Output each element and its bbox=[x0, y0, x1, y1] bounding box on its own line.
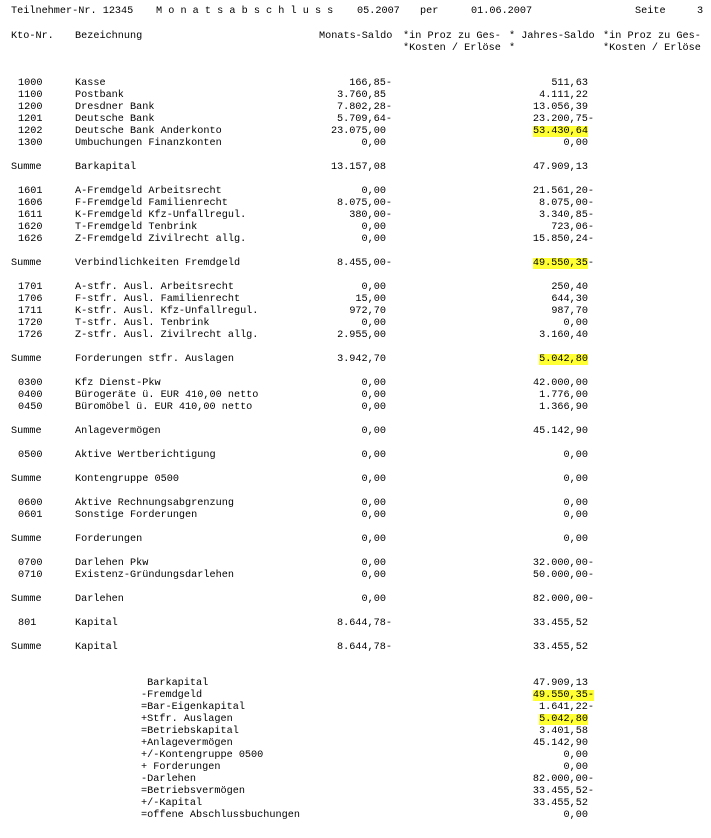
column-header-jahres-sub: * bbox=[509, 43, 516, 54]
monats-saldo: 0,00 bbox=[361, 534, 386, 545]
account-number: 1606 bbox=[18, 198, 43, 209]
jahres-saldo: 0,00 bbox=[563, 534, 588, 545]
account-name: Aktive Rechnungsabgrenzung bbox=[75, 498, 234, 509]
monats-saldo: 0,00 bbox=[361, 426, 386, 437]
account-name: Kontengruppe 0500 bbox=[75, 474, 179, 485]
account-name: K-stfr. Ausl. Kfz-Unfallregul. bbox=[75, 306, 259, 317]
account-number: 1711 bbox=[18, 306, 43, 317]
jahres-saldo: 50.000,00- bbox=[532, 570, 594, 581]
summary-label: -Fremdgeld bbox=[141, 690, 203, 701]
monats-saldo: 0,00 bbox=[361, 558, 386, 569]
summary-value: 0,00 bbox=[563, 810, 588, 821]
summary-label: + Forderungen bbox=[141, 762, 221, 773]
account-name: Büromöbel ü. EUR 410,00 netto bbox=[75, 402, 253, 413]
account-number: 0400 bbox=[18, 390, 43, 401]
monats-saldo: 0,00 bbox=[361, 570, 386, 581]
jahres-saldo: 511,63 bbox=[551, 78, 588, 89]
jahres-saldo bbox=[533, 126, 588, 138]
account-name: F-Fremdgeld Familienrecht bbox=[75, 198, 228, 209]
jahres-saldo: 0,00 bbox=[563, 474, 588, 485]
account-number: 0300 bbox=[18, 378, 43, 389]
jahres-saldo: 3.160,40 bbox=[539, 330, 588, 341]
account-number: 1201 bbox=[18, 114, 43, 125]
account-number: 1100 bbox=[18, 90, 43, 101]
summe-label: Summe bbox=[11, 534, 42, 545]
account-number: 0700 bbox=[18, 558, 43, 569]
account-name: Umbuchungen Finanzkonten bbox=[75, 138, 222, 149]
account-name: Aktive Wertberichtigung bbox=[75, 450, 216, 461]
monats-saldo: 2.955,00 bbox=[337, 330, 386, 341]
monats-saldo: 23.075,00 bbox=[330, 126, 386, 137]
jahres-saldo: 82.000,00- bbox=[532, 594, 594, 605]
summe-label: Summe bbox=[11, 162, 42, 173]
monats-saldo: 15,00 bbox=[355, 294, 386, 305]
jahres-saldo: 0,00 bbox=[563, 138, 588, 149]
summary-label: =Betriebskapital bbox=[141, 726, 239, 737]
monats-saldo: 8.075,00- bbox=[336, 198, 392, 209]
account-name: T-stfr. Ausl. Tenbrink bbox=[75, 318, 210, 329]
account-number: 1300 bbox=[18, 138, 43, 149]
summary-value: 45.142,90 bbox=[532, 738, 588, 749]
column-header-kto: Kto-Nr. bbox=[11, 31, 54, 42]
monats-saldo: 0,00 bbox=[361, 474, 386, 485]
summary-value bbox=[533, 690, 594, 702]
jahres-saldo: 8.075,00- bbox=[538, 198, 594, 209]
monats-saldo: 0,00 bbox=[361, 222, 386, 233]
account-name: Anlagevermögen bbox=[75, 426, 161, 437]
summary-value-highlight: 5.042,80 bbox=[539, 714, 588, 725]
jahres-saldo: 0,00 bbox=[563, 498, 588, 509]
account-number: 801 bbox=[18, 618, 37, 629]
jahres-saldo: 32.000,00- bbox=[532, 558, 594, 569]
summary-label: -Darlehen bbox=[141, 774, 197, 785]
jahres-saldo: 723,06- bbox=[551, 222, 594, 233]
summary-label: +Anlagevermögen bbox=[141, 738, 233, 749]
monats-saldo: 13.157,08 bbox=[330, 162, 386, 173]
per-label: per bbox=[420, 6, 439, 17]
account-name: Deutsche Bank bbox=[75, 114, 155, 125]
jahres-saldo: 3.340,85- bbox=[538, 210, 594, 221]
account-name: Postbank bbox=[75, 90, 124, 101]
account-number: 1611 bbox=[18, 210, 43, 221]
account-number: 0500 bbox=[18, 450, 43, 461]
account-name: F-stfr. Ausl. Familienrecht bbox=[75, 294, 241, 305]
account-name: Kapital bbox=[75, 618, 118, 629]
report-period: 05.2007 bbox=[357, 6, 400, 17]
account-number: 0710 bbox=[18, 570, 43, 581]
summe-label: Summe bbox=[11, 354, 42, 365]
jahres-saldo: 1.776,00 bbox=[539, 390, 588, 401]
account-number: 0450 bbox=[18, 402, 43, 413]
account-number: 1200 bbox=[18, 102, 43, 113]
jahres-saldo-highlight: 49.550,35 bbox=[532, 258, 588, 269]
account-name: Deutsche Bank Anderkonto bbox=[75, 126, 222, 137]
monats-saldo: 972,70 bbox=[349, 306, 386, 317]
monats-saldo: 0,00 bbox=[361, 138, 386, 149]
account-name: T-Fremdgeld Tenbrink bbox=[75, 222, 198, 233]
summary-value: 1.641,22- bbox=[538, 702, 594, 713]
account-name: Existenz-Gründungsdarlehen bbox=[75, 570, 234, 581]
monats-saldo: 8.644,78- bbox=[336, 618, 392, 629]
jahres-saldo: 250,40 bbox=[551, 282, 588, 293]
column-header-proz2-sub: *Kosten / Erlöse bbox=[603, 43, 701, 54]
account-name: Kapital bbox=[75, 642, 118, 653]
column-header-monats-saldo: Monats-Saldo bbox=[319, 31, 393, 42]
account-name: Darlehen bbox=[75, 594, 124, 605]
summary-value: 82.000,00- bbox=[532, 774, 594, 785]
participant-number: Teilnehmer-Nr. 12345 bbox=[11, 6, 134, 17]
jahres-saldo: 15.850,24- bbox=[532, 234, 594, 245]
account-name: Sonstige Forderungen bbox=[75, 510, 198, 521]
summary-value: 33.455,52- bbox=[532, 786, 594, 797]
account-number: 1706 bbox=[18, 294, 43, 305]
account-name: Kfz Dienst-Pkw bbox=[75, 378, 161, 389]
column-header-bezeichnung: Bezeichnung bbox=[75, 31, 143, 42]
jahres-saldo-highlight: 5.042,80 bbox=[539, 354, 588, 365]
jahres-saldo: 21.561,20- bbox=[532, 186, 594, 197]
monats-saldo: 8.455,00- bbox=[336, 258, 392, 269]
jahres-saldo: 47.909,13 bbox=[532, 162, 588, 173]
jahres-saldo: 33.455,52 bbox=[532, 642, 588, 653]
jahres-saldo: 644,30 bbox=[551, 294, 588, 305]
summary-value: 0,00 bbox=[563, 762, 588, 773]
jahres-saldo-highlight: 53.430,64 bbox=[532, 126, 588, 137]
monats-saldo: 0,00 bbox=[361, 498, 386, 509]
account-name: A-stfr. Ausl. Arbeitsrecht bbox=[75, 282, 234, 293]
summe-label: Summe bbox=[11, 426, 42, 437]
monats-saldo: 0,00 bbox=[361, 318, 386, 329]
report-title: M o n a t s a b s c h l u s s bbox=[156, 6, 334, 17]
summary-value bbox=[539, 714, 588, 726]
monats-saldo: 3.942,70 bbox=[337, 354, 386, 365]
jahres-saldo: 987,70 bbox=[551, 306, 588, 317]
account-name: Verbindlichkeiten Fremdgeld bbox=[75, 258, 241, 269]
summary-label: +/-Kapital bbox=[141, 798, 203, 809]
summary-value: 3.401,58 bbox=[539, 726, 588, 737]
jahres-saldo: 0,00 bbox=[563, 318, 588, 329]
summe-label: Summe bbox=[11, 474, 42, 485]
account-number: 1701 bbox=[18, 282, 43, 293]
page-label: Seite bbox=[635, 6, 666, 17]
summe-label: Summe bbox=[11, 258, 42, 269]
monats-saldo: 3.760,85 bbox=[337, 90, 386, 101]
account-number: 1000 bbox=[18, 78, 43, 89]
jahres-saldo: 1.366,90 bbox=[539, 402, 588, 413]
summe-label: Summe bbox=[11, 594, 42, 605]
jahres-saldo: 4.111,22 bbox=[539, 90, 588, 101]
jahres-saldo: 13.056,39 bbox=[532, 102, 588, 113]
jahres-saldo bbox=[539, 354, 588, 366]
monats-saldo: 0,00 bbox=[361, 282, 386, 293]
account-name: A-Fremdgeld Arbeitsrecht bbox=[75, 186, 222, 197]
monats-saldo: 0,00 bbox=[361, 234, 386, 245]
account-name: Z-stfr. Ausl. Zivilrecht allg. bbox=[75, 330, 259, 341]
jahres-saldo: 23.200,75- bbox=[532, 114, 594, 125]
account-name: Dresdner Bank bbox=[75, 102, 155, 113]
account-name: Z-Fremdgeld Zivilrecht allg. bbox=[75, 234, 247, 245]
summary-value: 0,00 bbox=[563, 750, 588, 761]
jahres-saldo-suffix: - bbox=[587, 258, 594, 269]
monats-saldo: 0,00 bbox=[361, 594, 386, 605]
monats-saldo: 0,00 bbox=[361, 186, 386, 197]
monats-saldo: 0,00 bbox=[361, 390, 386, 401]
monats-saldo: 5.709,64- bbox=[336, 114, 392, 125]
account-name: Forderungen bbox=[75, 534, 143, 545]
account-name: Kasse bbox=[75, 78, 106, 89]
account-name: Bürogeräte ü. EUR 410,00 netto bbox=[75, 390, 259, 401]
account-number: 1202 bbox=[18, 126, 43, 137]
page-number: 3 bbox=[697, 6, 704, 17]
monats-saldo: 166,85- bbox=[349, 78, 392, 89]
summary-label: =Betriebsvermögen bbox=[141, 786, 245, 797]
summary-value-highlight: 49.550,35- bbox=[532, 690, 594, 701]
summe-label: Summe bbox=[11, 642, 42, 653]
account-number: 1720 bbox=[18, 318, 43, 329]
jahres-saldo: 33.455,52 bbox=[532, 618, 588, 629]
account-number: 1620 bbox=[18, 222, 43, 233]
account-number: 0600 bbox=[18, 498, 43, 509]
account-number: 1626 bbox=[18, 234, 43, 245]
summary-value: 33.455,52 bbox=[532, 798, 588, 809]
account-name: Forderungen stfr. Auslagen bbox=[75, 354, 234, 365]
jahres-saldo: 45.142,90 bbox=[532, 426, 588, 437]
monats-saldo: 0,00 bbox=[361, 402, 386, 413]
monats-saldo: 0,00 bbox=[361, 450, 386, 461]
monats-saldo: 7.802,28- bbox=[336, 102, 392, 113]
summary-value: 47.909,13 bbox=[532, 678, 588, 689]
account-number: 1601 bbox=[18, 186, 43, 197]
account-number: 0601 bbox=[18, 510, 43, 521]
jahres-saldo: 42.000,00 bbox=[532, 378, 588, 389]
monats-saldo: 0,00 bbox=[361, 510, 386, 521]
column-header-jahres-saldo: * Jahres-Saldo bbox=[509, 31, 595, 42]
summary-label: +/-Kontengruppe 0500 bbox=[141, 750, 264, 761]
monats-saldo: 0,00 bbox=[361, 378, 386, 389]
summary-label: Barkapital bbox=[141, 678, 209, 689]
summary-label: =Bar-Eigenkapital bbox=[141, 702, 245, 713]
column-header-proz1-sub: *Kosten / Erlöse bbox=[403, 43, 501, 54]
jahres-saldo bbox=[533, 258, 594, 270]
account-number: 1726 bbox=[18, 330, 43, 341]
account-name: Darlehen Pkw bbox=[75, 558, 149, 569]
column-header-proz1: *in Proz zu Ges- bbox=[403, 31, 501, 42]
column-header-proz2: *in Proz zu Ges- bbox=[603, 31, 701, 42]
monats-saldo: 380,00- bbox=[349, 210, 392, 221]
account-name: Barkapital bbox=[75, 162, 137, 173]
summary-label: +Stfr. Auslagen bbox=[141, 714, 233, 725]
monats-saldo: 8.644,78- bbox=[336, 642, 392, 653]
account-name: K-Fremdgeld Kfz-Unfallregul. bbox=[75, 210, 247, 221]
jahres-saldo: 0,00 bbox=[563, 450, 588, 461]
summary-label: =offene Abschlussbuchungen bbox=[141, 810, 300, 821]
jahres-saldo: 0,00 bbox=[563, 510, 588, 521]
report-date: 01.06.2007 bbox=[471, 6, 533, 17]
